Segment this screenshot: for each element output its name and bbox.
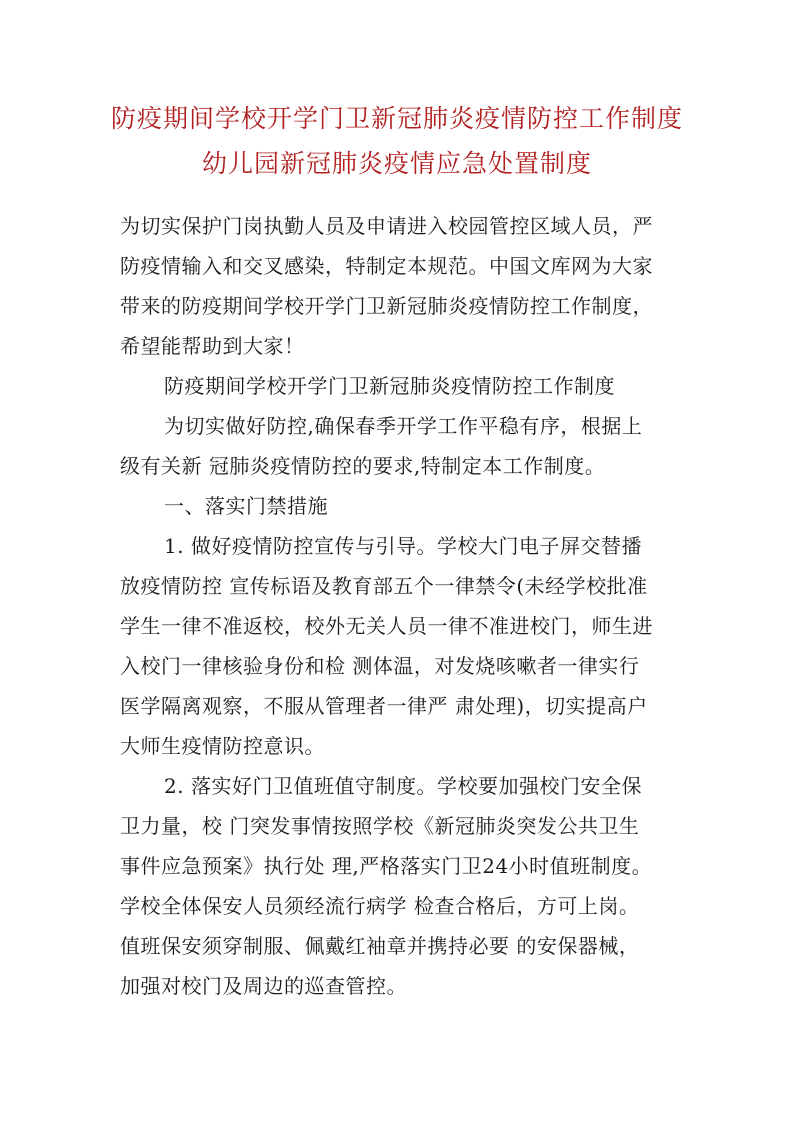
paragraph-line: 加强对校门及周边的巡查管控。 xyxy=(120,974,407,998)
paragraph-line: 带来的防疫期间学校开学门卫新冠肺炎疫情防控工作制度， xyxy=(120,294,653,318)
main-title: 防疫期间学校开学门卫新冠肺炎疫情防控工作制度 xyxy=(110,104,683,133)
paragraph-line: 防疫情输入和交叉感染，特制定本规范。中国文库网为大家 xyxy=(120,254,653,278)
title-block xyxy=(0,96,794,186)
paragraph-line: 2. 落实好门卫值班值守制度。学校要加强校门安全保 xyxy=(164,774,642,798)
paragraph-line: 为切实保护门岗执勤人员及申请进入校园管控区域人员，严 xyxy=(120,214,653,238)
paragraph-line: 医学隔离观察，不服从管理者一律严 肃处理)，切实提高户 xyxy=(120,694,648,718)
paragraph-line: 级有关新 冠肺炎疫情防控的要求,特制定本工作制度。 xyxy=(120,454,606,478)
paragraph-line: 事件应急预案》执行处 理,严格落实门卫24小时值班制度。 xyxy=(120,854,653,878)
section-heading: 一、落实门禁措施 xyxy=(164,494,328,518)
paragraph-line: 放疫情防控 宣传标语及教育部五个一律禁令(未经学校批准 xyxy=(120,574,648,598)
section-heading: 防疫期间学校开学门卫新冠肺炎疫情防控工作制度 xyxy=(164,374,615,398)
document-body xyxy=(120,206,680,1006)
paragraph-line: 希望能帮助到大家！ xyxy=(120,334,305,358)
paragraph-line: 学校全体保安人员须经流行病学 检查合格后，方可上岗。 xyxy=(120,894,640,918)
paragraph-line: 1. 做好疫情防控宣传与引导。学校大门电子屏交替播 xyxy=(164,534,642,558)
paragraph-line: 值班保安须穿制服、佩戴红袖章并携持必要 的安保器械， xyxy=(120,934,640,958)
sub-title: 幼儿园新冠肺炎疫情应急处置制度 xyxy=(201,149,592,178)
paragraph-line: 学生一律不准返校，校外无关人员一律不准进校门，师生进 xyxy=(120,614,653,638)
paragraph-line: 卫力量，校 门突发事情按照学校《新冠肺炎突发公共卫生 xyxy=(120,814,640,838)
paragraph-line: 大师生疫情防控意识。 xyxy=(120,734,325,758)
paragraph-line: 入校门一律核验身份和检 测体温，对发烧咳嗽者一律实行 xyxy=(120,654,640,678)
paragraph-line: 为切实做好防控,确保春季开学工作平稳有序，根据上 xyxy=(164,414,643,438)
